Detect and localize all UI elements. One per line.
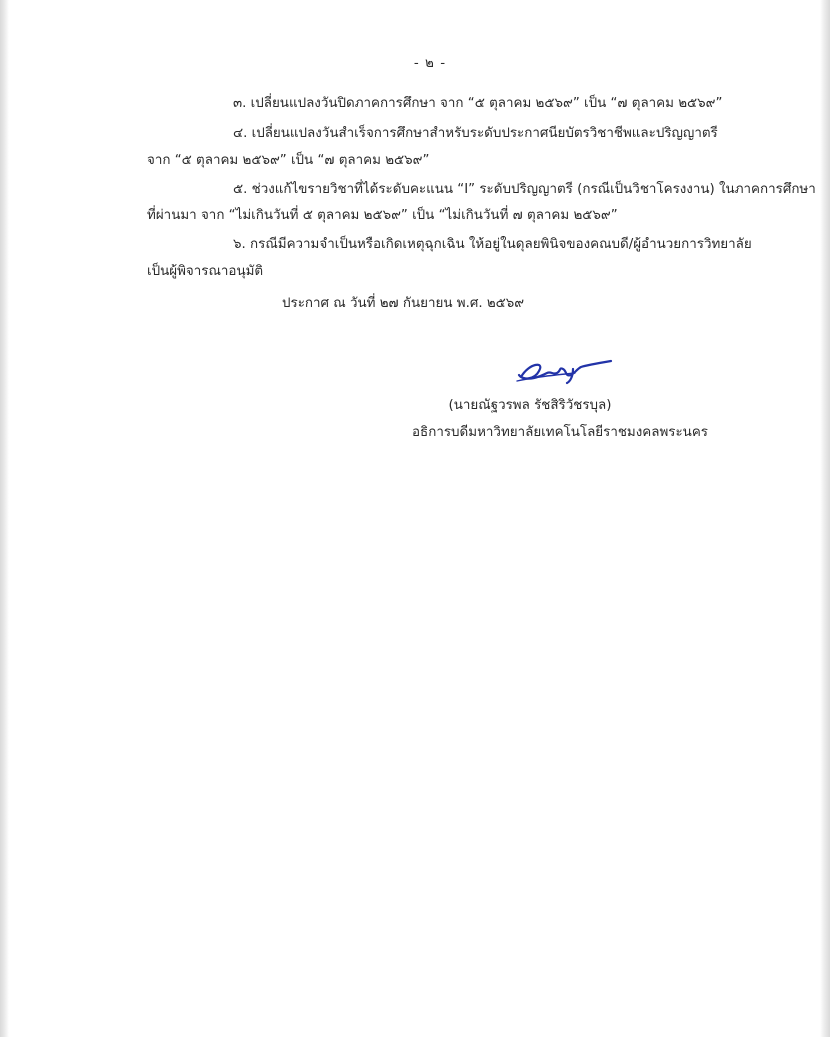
signer-title: อธิการบดีมหาวิทยาลัยเทคโนโลยีราชมงคลพระนคร — [412, 425, 708, 440]
handwritten-signature — [515, 355, 615, 389]
page-number: - ๒ - — [413, 55, 447, 71]
item-6-line-2: เป็นผู้พิจารณาอนุมัติ — [147, 264, 264, 279]
item-4-line-1: ๔. เปลี่ยนแปลงวันสำเร็จการศึกษาสำหรับระดับประกาศนียบัตรวิชาชีพและปริญญาตรี — [233, 126, 718, 141]
item-5-line-1: ๕. ช่วงแก้ไขรายวิชาที่ได้ระดับคะแนน “I” ระดับปริญญาตรี (กรณีเป็นวิชาโครงงาน) ในภาคการศึกษา — [233, 182, 816, 197]
page-shadow-left — [0, 0, 9, 1037]
item-5-line-2: ที่ผ่านมา จาก “ไม่เกินวันที่ ๕ ตุลาคม ๒๕๖๙” เป็น “ไม่เกินวันที่ ๗ ตุลาคม ๒๕๖๙” — [147, 208, 618, 223]
item-4-line-2: จาก “๕ ตุลาคม ๒๕๖๙” เป็น “๗ ตุลาคม ๒๕๖๙” — [147, 153, 430, 168]
signer-name: (นายณัฐวรพล รัชสิริวัชรบุล) — [448, 398, 612, 413]
announcement-date: ประกาศ ณ วันที่ ๒๗ กันยายน พ.ศ. ๒๕๖๙ — [282, 296, 525, 311]
page-shadow-right — [820, 0, 830, 1037]
item-3-line-1: ๓. เปลี่ยนแปลงวันปิดภาคการศึกษา จาก “๕ ตุลาคม ๒๕๖๙” เป็น “๗ ตุลาคม ๒๕๖๙” — [233, 96, 723, 111]
item-6-line-1: ๖. กรณีมีความจำเป็นหรือเกิดเหตุฉุกเฉิน ให้อยู่ในดุลยพินิจของคณบดี/ผู้อำนวยการวิทยาลัย — [233, 237, 752, 252]
